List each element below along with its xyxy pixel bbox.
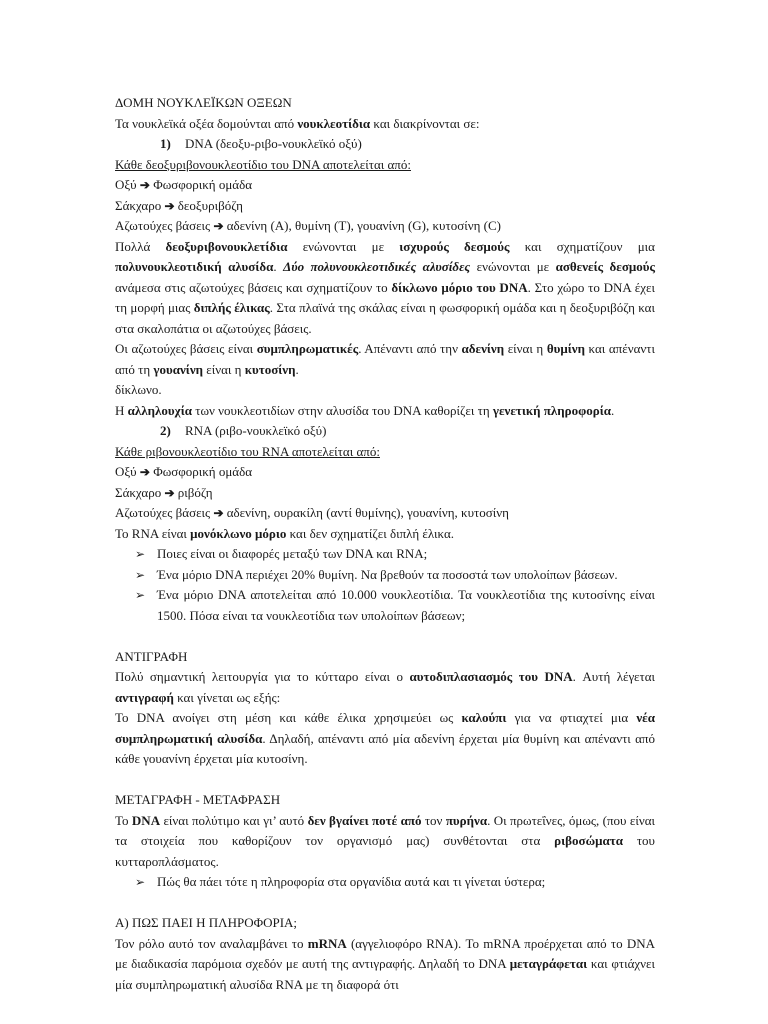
complementary-paragraph bbox=[115, 339, 655, 380]
dna-subheading: Κάθε δεοξυριβονουκλεοτίδιο του DNA αποτελείται από: bbox=[115, 156, 411, 172]
bold-term: αυτοδιπλασιασμός του DNA bbox=[409, 669, 573, 684]
bold-term: πολυνουκλεοτιδική αλυσίδα bbox=[115, 259, 274, 274]
question-item bbox=[115, 872, 655, 893]
component-value: δεοξυριβόζη bbox=[177, 197, 243, 213]
right-arrow-icon: ➔ bbox=[213, 506, 224, 520]
right-arrow-icon: ➔ bbox=[213, 219, 224, 233]
text-run: και διακρίνονται σε: bbox=[370, 115, 480, 131]
replication-detail-paragraph bbox=[115, 708, 655, 770]
text-run: Το bbox=[115, 812, 132, 828]
text-run: . Απέναντι από την bbox=[358, 341, 462, 356]
spacer bbox=[115, 626, 655, 647]
bold-term: μεταγράφεται bbox=[509, 956, 588, 971]
text-run: και φτιάχνει μία συμπληρωματική αλυσίδα RNA με τη διαφορά ότι bbox=[115, 956, 655, 992]
bold-term: θυμίνη bbox=[546, 341, 585, 356]
component-value: Φωσφορική ομάδα bbox=[153, 177, 253, 192]
bold-term: γουανίνη bbox=[153, 361, 204, 377]
rna-subheading: Κάθε ριβονουκλεοτίδιο του RNA αποτελείται από: bbox=[115, 443, 380, 459]
component-value: Φωσφορική ομάδα bbox=[153, 464, 253, 479]
mrna-paragraph bbox=[115, 934, 655, 996]
text-run: Τον ρόλο αυτό τον αναλαμβάνει το bbox=[115, 935, 308, 951]
bold-term: mRNA bbox=[307, 935, 347, 951]
question-item bbox=[115, 544, 655, 565]
component-label: Αζωτούχες βάσεις bbox=[115, 218, 211, 233]
text-run: Τα νουκλεϊκά οξέα δομούνται από bbox=[115, 115, 298, 131]
section-heading: ΑΝΤΙΓΡΑΦΗ bbox=[115, 648, 188, 664]
text-run: ανάμεσα στις αζωτούχες βάσεις και σχηματίζουν το bbox=[115, 279, 392, 295]
component-line bbox=[115, 196, 655, 217]
component-label: Οξύ bbox=[115, 464, 137, 479]
component-label: Σάκχαρο bbox=[115, 484, 162, 500]
question-text: Ένα μόριο DNA αποτελείται από 10.000 νουκλεοτίδια. Τα νουκλεοτίδια της κυτοσίνης είναι 1500. Πόσα είναι τα νουκλεοτίδια των υπολοίπων βάσεων; bbox=[157, 587, 655, 623]
bold-term: ασθενείς δεσμούς bbox=[555, 259, 655, 274]
dna-structure-paragraph bbox=[115, 237, 655, 340]
component-line bbox=[115, 483, 655, 504]
text-run: ενώνονται με bbox=[470, 259, 556, 274]
bold-italic-term: Δύο πολυνουκλεοτιδικές αλυσίδες bbox=[283, 259, 471, 274]
arrow-bullet-icon: ➢ bbox=[135, 547, 146, 561]
text-run: . bbox=[295, 361, 299, 377]
bold-term: συμπληρωματικές bbox=[256, 341, 359, 356]
component-line bbox=[115, 175, 655, 196]
bold-term: κυτοσίνη bbox=[244, 361, 296, 377]
question-text: Πώς θα πάει τότε η πληροφορία στα οργανίδια αυτά και τι γίνεται ύστερα; bbox=[157, 874, 546, 889]
text-run: . Στα πλαϊνά της σκάλας είναι η φωσφορική ομάδα και η δεοξυριβόζη και στα σκαλοπάτια οι αζωτούχες βάσεις. bbox=[115, 300, 655, 336]
right-arrow-icon: ➔ bbox=[164, 198, 175, 213]
bold-term: δεοξυριβονουκλετίδια bbox=[165, 238, 288, 254]
component-value: ριβόζη bbox=[177, 484, 213, 500]
text-run: . bbox=[273, 259, 284, 274]
text-run: για να φτιαχτεί μια bbox=[506, 710, 637, 725]
text-run: και δεν σχηματίζει διπλή έλικα. bbox=[286, 525, 455, 541]
component-label: Σάκχαρο bbox=[115, 197, 162, 213]
text-run: και σχηματίζουν μια bbox=[509, 238, 655, 254]
arrow-bullet-icon: ➢ bbox=[135, 588, 146, 602]
text-run: Πολλά bbox=[115, 238, 166, 254]
text-run: τον bbox=[421, 812, 446, 828]
right-arrow-icon: ➔ bbox=[139, 465, 150, 479]
bold-term: ισχυρούς δεσμούς bbox=[399, 238, 510, 254]
text-run: και γίνεται ως εξής: bbox=[173, 689, 281, 705]
bold-term: νουκλεοτίδια bbox=[297, 115, 371, 131]
component-value: αδενίνη, ουρακίλη (αντί θυμίνης), γουανίνη, κυτοσίνη bbox=[226, 505, 509, 520]
section-heading: Α) ΠΩΣ ΠΑΕΙ Η ΠΛΗΡΟΦΟΡΙΑ; bbox=[115, 915, 298, 930]
replication-paragraph bbox=[115, 667, 655, 708]
bold-term: αντιγραφή bbox=[115, 689, 174, 705]
rna-paragraph bbox=[115, 524, 655, 545]
text-run: Πολύ σημαντική λειτουργία για το κύτταρο είναι ο bbox=[115, 669, 410, 684]
component-label: Οξύ bbox=[115, 177, 137, 192]
page-title: ΔΟΜΗ ΝΟΥΚΛΕΪΚΩΝ ΟΞΕΩΝ bbox=[115, 95, 292, 110]
text-run: . Στο χώρο το DNA έχει τη μορφή μιας bbox=[115, 279, 655, 315]
arrow-bullet-icon: ➢ bbox=[135, 875, 146, 889]
text-run: είναι η bbox=[504, 341, 547, 356]
component-line bbox=[115, 216, 655, 237]
text-run: . Δηλαδή, απέναντι από μία αδενίνη έρχεται μία θυμίνη και απέναντι από κάθε γουανίνη έρχεται μία κυτοσίνη. bbox=[115, 730, 655, 766]
section-heading: ΜΕΤΑΓΡΑΦΗ - ΜΕΤΑΦΡΑΣΗ bbox=[115, 792, 281, 807]
component-value: αδενίνη (A), θυμίνη (T), γουανίνη (G), κυτοσίνη (C) bbox=[226, 218, 501, 233]
bold-term: αλληλουχία bbox=[127, 402, 192, 418]
text-run: και απέναντι από τη bbox=[115, 341, 655, 377]
stray-word: δίκλωνο. bbox=[115, 382, 162, 397]
bold-term: πυρήνα bbox=[445, 812, 488, 828]
component-line bbox=[115, 462, 655, 483]
list-number: 1) bbox=[160, 136, 171, 151]
bold-term: ριβοσώματα bbox=[554, 833, 623, 848]
component-line bbox=[115, 503, 655, 524]
text-run: του κυτταροπλάσματος. bbox=[115, 833, 655, 869]
rna-label: RNA (ριβο-νουκλεϊκό οξύ) bbox=[185, 423, 327, 438]
bold-term: δίκλωνο μόριο του DNA bbox=[391, 279, 528, 295]
text-run: . Αυτή λέγεται bbox=[572, 669, 656, 684]
intro-paragraph bbox=[115, 114, 655, 135]
text-run: των νουκλεοτιδίων στην αλυσίδα του DNA καθορίζει τη bbox=[191, 402, 493, 418]
question-item bbox=[115, 565, 655, 586]
bold-term: γενετική πληροφορία bbox=[492, 402, 611, 418]
dna-label: DNA (δεοξυ-ριβο-νουκλεϊκό οξύ) bbox=[185, 136, 362, 151]
text-run: Το DNA ανοίγει στη μέση και κάθε έλικα χρησιμεύει ως bbox=[115, 710, 462, 725]
transcription-paragraph bbox=[115, 811, 655, 873]
question-text: Ένα μόριο DNA περιέχει 20% θυμίνη. Να βρεθούν τα ποσοστά των υπολοίπων βάσεων. bbox=[157, 566, 618, 582]
arrow-bullet-icon: ➢ bbox=[135, 567, 146, 582]
dna-heading bbox=[115, 134, 655, 155]
document-body bbox=[115, 93, 655, 995]
bold-term: καλούπι bbox=[461, 710, 507, 725]
question-item bbox=[115, 585, 655, 626]
component-label: Αζωτούχες βάσεις bbox=[115, 505, 211, 520]
bold-term: μονόκλωνο μόριο bbox=[190, 525, 287, 541]
sequence-paragraph bbox=[115, 401, 655, 422]
bold-term: νέα συμπληρωματική αλυσίδα bbox=[115, 710, 655, 746]
spacer bbox=[115, 893, 655, 914]
bold-term: DNA bbox=[131, 812, 161, 828]
bold-term: δεν βγαίνει ποτέ από bbox=[307, 812, 422, 828]
text-run: . bbox=[610, 402, 615, 418]
text-run: (αγγελιοφόρο RNA). Το mRNA προέρχεται από το DNA με διαδικασία παρόμοια σχεδόν με αυτή της αντιγραφής. Δηλαδή το DNA bbox=[115, 935, 655, 971]
bold-term: διπλής έλικας bbox=[193, 300, 270, 315]
spacer bbox=[115, 770, 655, 791]
text-run: Η bbox=[115, 402, 128, 418]
text-run: Οι αζωτούχες βάσεις είναι bbox=[115, 341, 257, 356]
right-arrow-icon: ➔ bbox=[164, 485, 175, 500]
text-run: Το RNA είναι bbox=[115, 525, 191, 541]
text-run: ενώνονται με bbox=[287, 238, 400, 254]
text-run: . Οι πρωτεΐνες, όμως, (που είναι τα στοιχεία που καθορίζουν τον οργανισμό μας) συνθέτονται στα bbox=[115, 812, 656, 848]
text-run: είναι η bbox=[203, 361, 245, 377]
bold-term: αδενίνη bbox=[461, 341, 505, 356]
list-number: 2) bbox=[160, 423, 171, 438]
text-run: είναι πολύτιμο και γι’ αυτό bbox=[160, 812, 308, 828]
right-arrow-icon: ➔ bbox=[139, 178, 150, 192]
rna-heading bbox=[115, 421, 655, 442]
question-text: Ποιες είναι οι διαφορές μεταξύ των DNA και RNA; bbox=[157, 546, 428, 561]
